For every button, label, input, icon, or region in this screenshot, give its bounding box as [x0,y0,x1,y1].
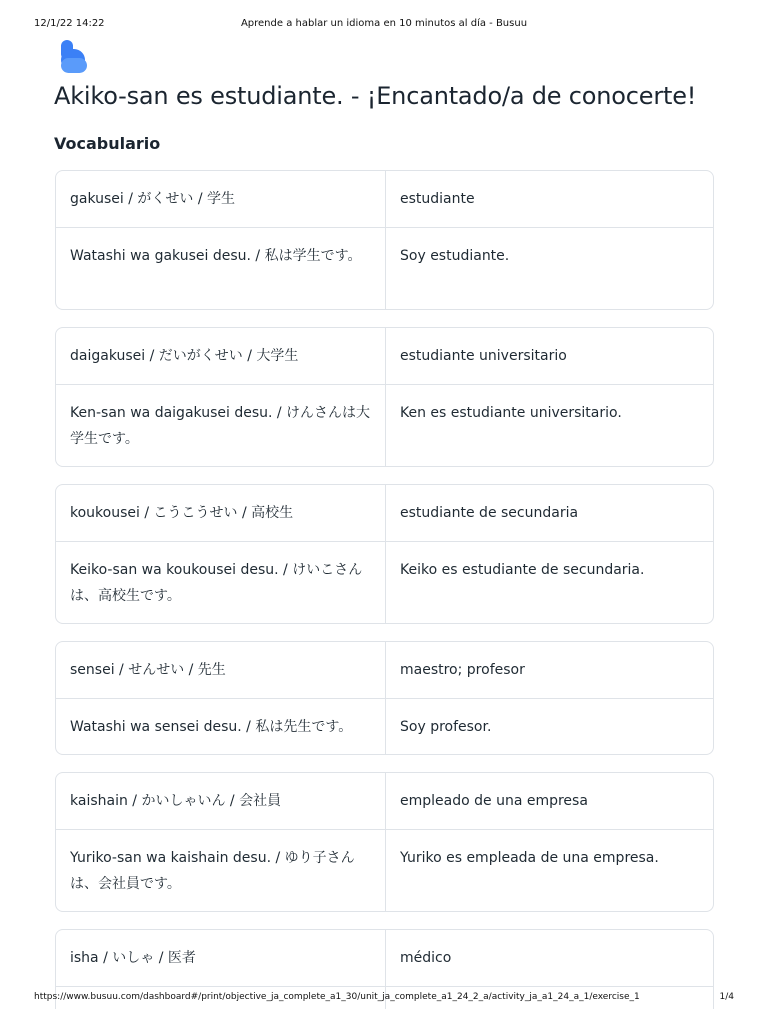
busuu-logo-icon [60,40,90,74]
vocab-translation: empleado de una empresa [400,793,588,809]
print-page-number: 1/4 [719,992,734,1002]
vocab-example-translation: Yuriko es empleada de una empresa. [400,850,659,866]
vocab-example-row [56,227,713,309]
vocab-translation: médico [400,950,452,966]
vocab-term: daigakusei / だいがくせい / 大学生 [56,328,386,384]
vocab-example: Watashi wa sensei desu. / 私は先生です。 [56,699,386,754]
print-title: Aprende a hablar un idioma en 10 minutos al día - Busuu [240,18,528,29]
vocab-example: Yuriko-san wa kaishain desu. / ゆり子さんは、会社員です。 [56,830,386,911]
vocab-example: Ken-san wa daigakusei desu. / けんさんは大学生です。 [56,385,386,466]
vocab-term-row [56,171,713,227]
vocab-term-row [56,773,713,829]
vocab-translation: estudiante [400,191,475,207]
vocab-example-translation: Soy profesor. [400,719,492,735]
vocab-example: Watashi wa gakusei desu. / 私は学生です。 [56,228,386,309]
vocab-term-row [56,485,713,541]
vocab-card [55,170,714,310]
vocab-term-row [56,328,713,384]
vocab-translation: maestro; profesor [400,662,525,678]
vocab-card [55,484,714,624]
vocab-card [55,772,714,912]
print-date: 12/1/22 14:22 [34,18,105,29]
print-url: https://www.busuu.com/dashboard#/print/objective_ja_complete_a1_30/unit_ja_complete_a1_24_2_a/activity_ja_a1_24_a_1/exercise_1 [34,992,640,1002]
vocab-example-row [56,829,713,911]
vocab-example-row [56,541,713,623]
vocab-example-translation: Keiko es estudiante de secundaria. [400,562,645,578]
vocab-term: gakusei / がくせい / 学生 [56,171,386,227]
vocab-term: sensei / せんせい / 先生 [56,642,386,698]
vocab-example: Keiko-san wa koukousei desu. / けいこさんは、高校生です。 [56,542,386,623]
vocab-card [55,327,714,467]
vocab-term-row [56,642,713,698]
vocab-translation: estudiante de secundaria [400,505,579,521]
vocab-translation: estudiante universitario [400,348,567,364]
vocab-term: isha / いしゃ / 医者 [56,930,386,986]
vocab-term: kaishain / かいしゃいん / 会社員 [56,773,386,829]
print-header [0,0,768,36]
vocab-card [55,641,714,755]
vocab-term-row [56,930,713,986]
page-title: Akiko-san es estudiante. - ¡Encantado/a de conocerte! [54,82,697,110]
vocab-term: koukousei / こうこうせい / 高校生 [56,485,386,541]
vocab-example-row [56,384,713,466]
vocab-example-row [56,698,713,754]
vocab-example-translation: Ken es estudiante universitario. [400,405,622,421]
vocabulary-list [55,170,714,1009]
vocab-example-translation: Soy estudiante. [400,248,510,264]
section-title: Vocabulario [54,134,161,153]
print-footer [0,992,768,1012]
